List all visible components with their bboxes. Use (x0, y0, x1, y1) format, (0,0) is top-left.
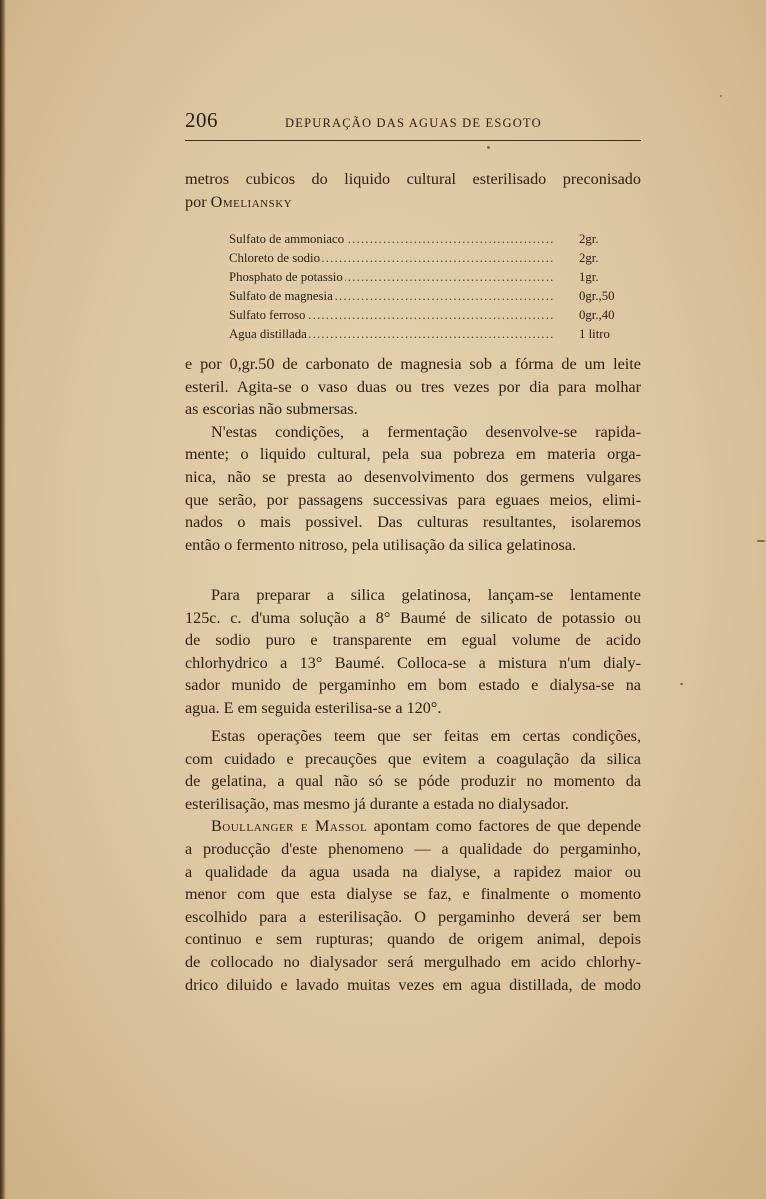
page-number: 206 (185, 108, 218, 132)
recipe-quantity: 1gr. (579, 270, 599, 284)
recipe-ingredient: Sulfato de ammoniaco (229, 232, 345, 246)
text-line: Estas operações teem que ser feitas em certas condições, (211, 727, 641, 745)
text-line: de sodio puro e transparente em egual volume de acido (185, 631, 641, 650)
recipe-ingredient: Sulfato ferroso (229, 308, 306, 322)
text-line: Para preparar a silica gelatinosa, lançam-se lentamente (211, 586, 641, 604)
text-line: a producção d'este phenomeno — a qualidade do pergaminho, (185, 839, 641, 858)
text-line: as escorias não submersas. (185, 400, 358, 419)
text-line: esterilisação, mas mesmo já durante a estada no dialysador. (185, 794, 569, 813)
header-rule (185, 140, 641, 141)
text-line: chlorhydrico a 13° Baumé. Colloca-se a mistura n'um dialy- (185, 653, 641, 672)
text-line: nica, não se presta ao desenvolvimento dos germens vulgares (185, 467, 641, 486)
text-line: a qualidade da agua usada na dialyse, a rapidez maior ou (185, 862, 641, 881)
paper-speck (487, 146, 490, 149)
text-line: de collocado no dialysador será mergulhado em acido chlorhy- (185, 952, 641, 971)
recipe-row (229, 325, 619, 344)
recipe-row (229, 230, 619, 249)
text-line: 125c. c. d'uma solução a 8° Baumé de silicato de potassio ou (185, 608, 641, 627)
recipe-row (229, 268, 619, 287)
recipe-quantity: 0gr.,50 (579, 289, 615, 303)
author-names: Boullanger e Massol (211, 817, 368, 836)
paper-speck (680, 683, 683, 685)
text-line: sador munido de pergaminho em bom estado e dialysa-se na (185, 676, 641, 695)
text-line: escolhido para a esterilisação. O pergaminho deverá ser bem (185, 907, 641, 926)
page-header (185, 108, 640, 138)
recipe-row (229, 249, 619, 268)
paper-speck (757, 540, 765, 542)
text-line: Boullanger e Massol apontam como factores de que depende (211, 817, 642, 836)
recipe-quantity: 1 litro (579, 327, 610, 341)
text-line: agua. E em seguida esterilisa-se a 120°. (185, 698, 442, 717)
intro-line-2: por Omeliansky (185, 192, 293, 211)
body-paragraphs-2 (185, 725, 641, 996)
recipe-ingredient: Agua distillada (229, 327, 307, 341)
recipe-row (229, 287, 619, 306)
text-line: que serão, por passagens successivas para eguaes meios, elimi- (185, 490, 641, 509)
recipe-ingredient: Chloreto de sodio (229, 251, 320, 265)
text-line: e por 0,gr.50 de carbonato de magnesia sob a fórma de um leite (185, 355, 641, 373)
recipe-quantity: 0gr.,40 (579, 308, 615, 322)
text-line: drico diluido e lavado muitas vezes em agua distillada, de modo (185, 975, 641, 994)
body-paragraph-silica (185, 584, 641, 720)
intro-paragraph (185, 168, 641, 213)
intro-line-1: metros cubicos do liquido cultural esterilisado preconisado (185, 170, 641, 188)
text-line: esteril. Agita-se o vaso duas ou tres vezes por dia para molhar (185, 377, 641, 396)
recipe-row (229, 306, 619, 325)
text-line: menor com que esta dialyse se faz, e finalmente o momento (185, 885, 641, 904)
recipe-quantity: 2gr. (579, 251, 599, 265)
recipe-ingredient: Sulfato de magnesia (229, 289, 333, 303)
recipe-quantity: 2gr. (579, 232, 599, 246)
text-line: então o fermento nitroso, pela utilisação da silica gelatinosa. (185, 535, 577, 554)
text-line: continuo e sem rupturas; quando de origem animal, depois (185, 930, 641, 949)
text-line: N'estas condições, a fermentação desenvolve-se rapida- (211, 422, 641, 441)
paper-speck (720, 95, 722, 97)
running-title: DEPURAÇÃO DAS AGUAS DE ESGOTO (285, 116, 542, 130)
text-line: com cuidado e precauções que evitem a coagulação da silica (185, 749, 641, 768)
text-line: nados o mais possivel. Das culturas resultantes, isolaremos (185, 513, 641, 532)
body-paragraphs-1 (185, 353, 641, 556)
recipe-table (229, 230, 619, 344)
page-binding-edge (0, 0, 6, 1199)
text-line: de gelatina, a qual não só se póde produzir no momento da (185, 772, 641, 791)
recipe-ingredient: Phosphato de potassio (229, 270, 343, 284)
text-line: mente; o liquido cultural, pela sua pobreza em materia orga- (185, 445, 641, 464)
author-name-omeliansky: Omeliansky (210, 192, 293, 211)
